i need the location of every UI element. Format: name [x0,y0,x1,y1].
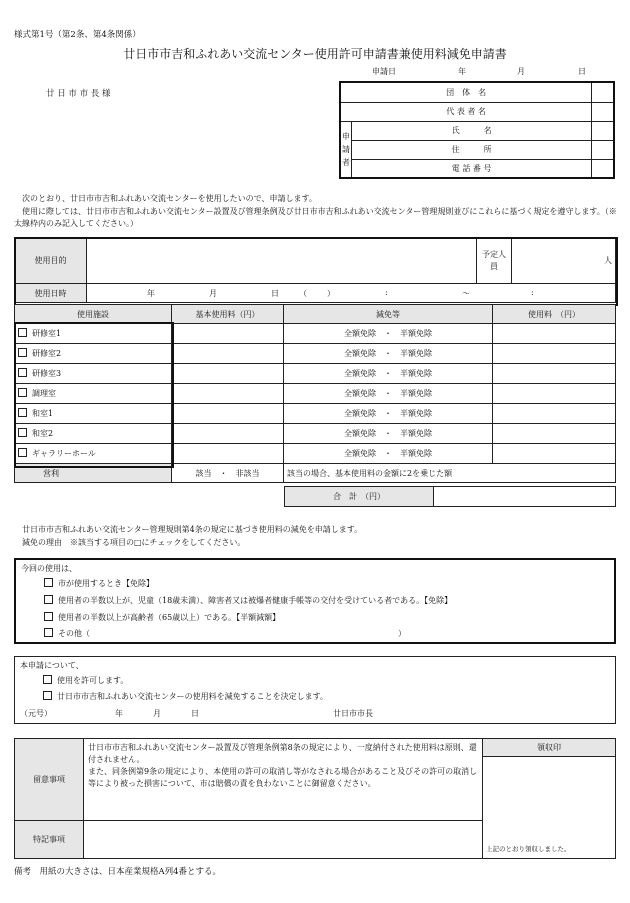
intro-line-1: 次のとおり、廿日市市吉和ふれあい交流センターを使用したいので、申請します。 [22,194,317,203]
facility-checkbox-cell[interactable]: 和室1 [15,404,172,424]
facility-checkbox-cell[interactable]: ギャラリーホール [15,444,172,464]
date-day: 日 [578,67,586,76]
special-label: 特記事項 [15,821,84,859]
applicant-table [339,81,615,179]
date-month: 月 [517,67,525,76]
checkbox[interactable] [18,368,27,377]
date-year: 年 [458,67,466,76]
other-close-paren: ） [398,629,406,638]
decision-year: 年 [115,709,123,718]
profit-label: 営利 [15,464,172,483]
checkbox[interactable] [18,388,27,397]
rep-name-label: 代 表 者 名 [340,102,592,121]
decision-box [14,656,616,724]
form-number: 様式第1号（第2条、第4条関係） [14,30,141,40]
facility-checkbox-cell[interactable]: 研修室3 [15,364,172,384]
intro-line-2: 使用に際しては、廿日市市吉和ふれあい交流センター設置及び管理条例及び廿日市市吉和ふれあい交流センター管理規則並びにこれらに基づく規定を遵守します。（※太線枠内のみ記入してください。） [14,207,617,228]
datetime-label: 使用日時 [15,284,87,303]
decision-head: 本申請について、 [20,661,84,670]
reason-item[interactable]: 市が使用するとき【免除】 [44,578,154,589]
checkbox[interactable] [18,348,27,357]
reduction-reasons-box [14,558,616,644]
reduction-options[interactable]: 全額免除 ・ 半額免除 [284,404,493,424]
facility-row [15,364,616,384]
reduction-options[interactable]: 全額免除 ・ 半額免除 [284,424,493,444]
facility-checkbox-cell[interactable]: 研修室2 [15,344,172,364]
purpose-label: 使用目的 [15,238,87,284]
form-title: 廿日市市吉和ふれあい交流センター使用許可申請書兼使用料減免申請書 [123,47,507,61]
checkbox[interactable] [44,595,53,604]
fee-cell[interactable] [493,364,616,384]
reduction-options[interactable]: 全額免除 ・ 半額免除 [284,344,493,364]
people-unit: 人 [604,256,612,265]
decision-mayor: 廿日市市長 [333,709,373,718]
facility-row [15,344,616,364]
address-field[interactable] [592,140,614,159]
basic-fee-cell[interactable] [172,384,284,404]
footer-remark: 備考 用紙の大きさは、日本産業規格A列4番とする。 [14,867,222,877]
checkbox[interactable] [18,448,27,457]
phone-label: 電 話 番 号 [352,159,592,178]
name-label: 氏 名 [352,121,592,140]
fee-cell[interactable] [493,344,616,364]
reduction-head: 今回の使用は、 [21,564,77,573]
address-label: 住 所 [352,140,592,159]
checkbox[interactable] [44,578,53,587]
notes-text: 廿日市市吉和ふれあい交流センター設置及び管理条例第8条の規定により、一度納付された使用料は原則、還付されません。 また、同条例第9条の規定により、本使用の許可の取消し等がなされる場合があること及びその許可の取消し等により被った損害について、市は賠償の責を負わないことに御留意ください。 [84,739,483,821]
basic-fee-cell[interactable] [172,364,284,384]
reduction-options[interactable]: 全額免除 ・ 半額免除 [284,324,493,344]
checkbox[interactable] [44,612,53,621]
name-field[interactable] [592,121,614,140]
fee-cell[interactable] [493,384,616,404]
checkbox[interactable] [43,691,52,700]
col-facility: 使用施設 [15,305,172,324]
reason-item-other[interactable]: その他（ [44,628,90,639]
facility-checkbox-cell[interactable]: 研修室1 [15,324,172,344]
org-name-field[interactable] [592,82,614,102]
people-label: 予定人員 [477,238,512,284]
reduction-options[interactable]: 全額免除 ・ 半額免除 [284,384,493,404]
reason-item[interactable]: 使用者の半数以上が、児童（18歳未満）、障害者又は被爆者健康手帳等の交付を受けている者である。【免除】 [44,595,452,606]
facility-checkbox-cell[interactable]: 和室2 [15,424,172,444]
decision-item-permit[interactable]: 使用を許可します。 [43,675,128,686]
date-label: 申請日 [372,67,396,76]
profit-options[interactable]: 該当 ・ 非該当 [172,464,284,483]
fee-cell[interactable] [493,404,616,424]
basic-fee-cell[interactable] [172,444,284,464]
notes-label: 留意事項 [15,739,84,821]
facility-row [15,424,616,444]
phone-field[interactable] [592,159,614,178]
decision-era: （元号） [20,709,52,718]
decision-day: 日 [191,709,199,718]
basic-fee-cell[interactable] [172,344,284,364]
reduction-options[interactable]: 全額免除 ・ 半額免除 [284,364,493,384]
checkbox[interactable] [18,408,27,417]
reduction-options[interactable]: 全額免除 ・ 半額免除 [284,444,493,464]
facility-row [15,404,616,424]
basic-fee-cell[interactable] [172,324,284,344]
total-field[interactable] [434,487,616,507]
total-label: 合 計 （円） [285,487,434,507]
basic-fee-cell[interactable] [172,424,284,444]
facility-row [15,444,616,464]
receipt-note: 上記のとおり領収しました。 [486,845,571,853]
usage-table [14,237,616,303]
notes-table [14,738,616,859]
reduction-line-2: 減免の理由 ※該当する項目の□にチェックをしてください。 [22,538,246,547]
decision-month: 月 [153,709,161,718]
fee-cell[interactable] [493,444,616,464]
facility-row [15,384,616,404]
datetime-field[interactable]: 年 月 日 （ ） : ～ : [87,284,616,303]
org-name-label: 団 体 名 [340,82,592,102]
reason-item[interactable]: 使用者の半数以上が高齢者（65歳以上）である。【半額減額】 [44,612,280,623]
basic-fee-cell[interactable] [172,404,284,424]
special-field[interactable] [84,821,483,859]
purpose-field[interactable] [87,238,477,284]
profit-note: 該当の場合、基本使用料の金額に2を乗じた額 [284,464,616,483]
facility-checkbox-cell[interactable]: 調理室 [15,384,172,404]
col-basic-fee: 基本使用料（円） [172,305,284,324]
facility-row [15,324,616,344]
checkbox[interactable] [44,628,53,637]
fee-cell[interactable] [493,324,616,344]
receipt-stamp-area[interactable] [483,757,616,859]
reduction-line-1: 廿日市市吉和ふれあい交流センター管理規則第4条の規定に基づき使用料の減免を申請します。 [22,525,363,534]
rep-name-field[interactable] [592,102,614,121]
checkbox[interactable] [18,328,27,337]
fee-cell[interactable] [493,424,616,444]
checkbox[interactable] [43,675,52,684]
decision-item-reduce[interactable]: 廿日市市吉和ふれあい交流センターの使用料を減免することを決定します。 [43,691,328,702]
facilities-table [14,304,616,483]
addressee: 廿 日 市 市 長 様 [46,89,111,99]
col-reduction: 減免等 [284,305,493,324]
checkbox[interactable] [18,428,27,437]
receipt-label: 領収印 [483,739,616,757]
col-fee: 使用料 （円） [493,305,616,324]
applicant-side-label: 申請者 [340,121,352,178]
total-table [284,486,616,507]
people-field[interactable] [512,238,616,284]
